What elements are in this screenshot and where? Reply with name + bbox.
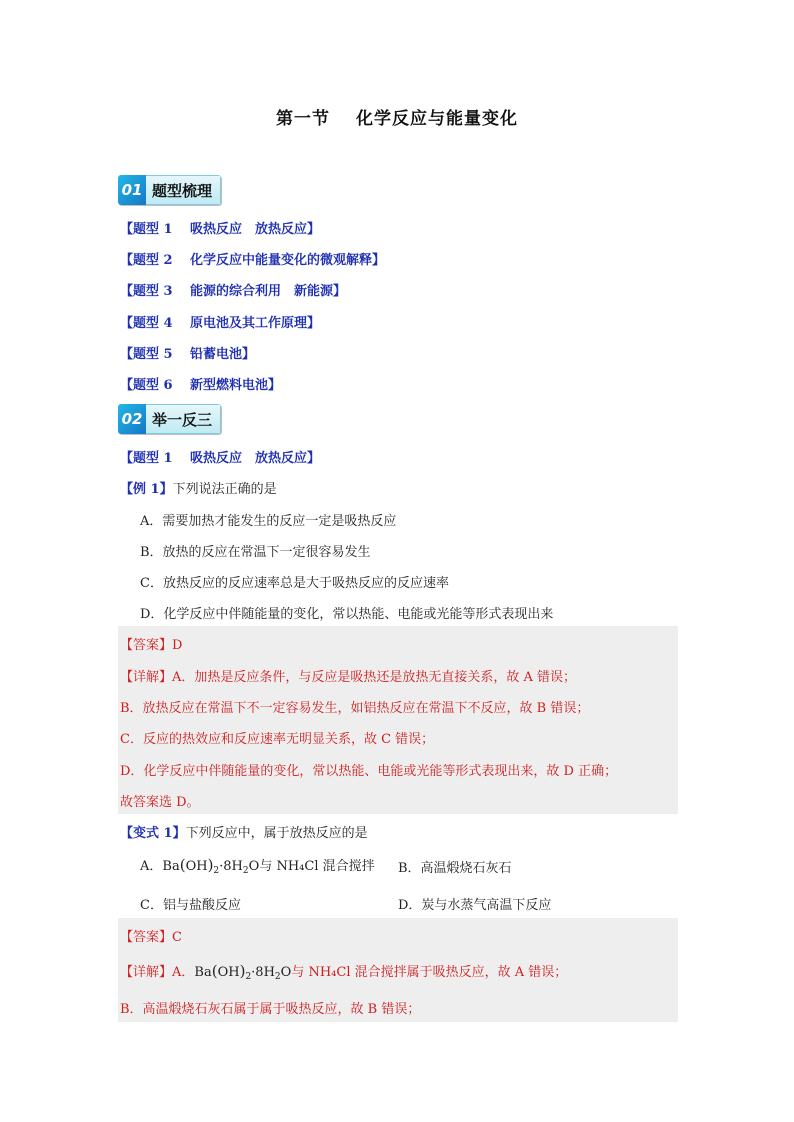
toc-tag: 【题型 3 [120, 284, 173, 299]
toc-text: 原电池及其工作原理】 [190, 316, 321, 331]
variant1-answer-label: 【答案】 [120, 930, 173, 945]
variant1-question: 下列反应中，属于放热反应的是 [185, 826, 368, 841]
type1-tag: 【题型 1 [120, 451, 173, 466]
type1-text: 吸热反应 放热反应】 [190, 451, 321, 466]
variant1-detail-a-prefix: A． [172, 965, 195, 980]
variant1-detail-b: B．高温煅烧石灰石属于属于吸热反应，故 B 错误； [120, 1002, 421, 1017]
example1-detail-d: D．化学反应中伴随能量的变化，常以热能、电能或光能等形式表现出来，故 D 正确； [120, 764, 618, 779]
barium-hydroxide-formula: $Ba(OH)_2\cdot 8H_2O$ [162, 856, 260, 876]
toc-text: 化学反应中能量变化的微观解释】 [190, 253, 386, 268]
variant1-label: 【变式 1】 [120, 826, 186, 841]
toc-item-4[interactable] [120, 312, 320, 331]
section-number: 01 [118, 175, 146, 205]
example1-answer: D [172, 638, 183, 653]
section-header-02 [118, 404, 221, 434]
example1-option-b: B．放热的反应在常温下一定很容易发生 [140, 545, 371, 560]
example1-detail-label: 【详解】 [120, 670, 173, 685]
example1-option-d: D．化学反应中伴随能量的变化，常以热能、电能或光能等形式表现出来 [140, 607, 554, 622]
title-section: 第一节 [276, 109, 330, 129]
variant1-answer: C [172, 930, 182, 945]
toc-text: 能源的综合利用 新能源】 [190, 284, 347, 299]
example1-detail-b: B．放热反应在常温下不一定容易发生，如铝热反应在常温下不反应，故 B 错误； [120, 701, 590, 716]
example1-label: 【例 1】 [120, 482, 173, 497]
variant1-question-line [120, 822, 368, 841]
variant1-option-c: C．铝与盐酸反应 [140, 898, 241, 913]
example1-question: 下列说法正确的是 [172, 482, 277, 497]
toc-text: 铅蓄电池】 [190, 347, 256, 362]
toc-item-5[interactable] [120, 343, 255, 362]
barium-hydroxide-formula: $Ba(OH)_2\cdot 8H_2O$ [194, 962, 292, 982]
example1-answer-line [120, 634, 182, 653]
variant1-option-d: D．炭与水蒸气高温下反应 [398, 898, 552, 913]
example1-answer-box [118, 626, 678, 814]
example1-detail-c: C．反应的热效应和反应速率无明显关系，故 C 错误； [120, 732, 435, 747]
toc-tag: 【题型 1 [120, 222, 173, 237]
variant1-option-a-suffix: 与 NH₄Cl 混合搅拌 [259, 859, 375, 874]
example1-answer-label: 【答案】 [120, 638, 173, 653]
toc-item-3[interactable] [120, 280, 346, 299]
variant1-detail-label: 【详解】 [120, 965, 173, 980]
section-label: 举一反三 [146, 404, 221, 434]
example1-detail-line-1 [120, 666, 576, 685]
variant1-detail-line-1 [120, 961, 567, 982]
toc-tag: 【题型 4 [120, 316, 173, 331]
section-label: 题型梳理 [146, 175, 221, 205]
section-header-01 [118, 175, 221, 205]
toc-text: 新型燃料电池】 [190, 378, 282, 393]
variant1-answer-line [120, 926, 182, 945]
example1-question-line [120, 478, 277, 497]
section-number: 02 [118, 404, 146, 434]
toc-text: 吸热反应 放热反应】 [190, 222, 321, 237]
variant1-option-a [140, 855, 375, 876]
variant1-detail-a-suffix: 与 NH₄Cl 混合搅拌属于吸热反应，故 A 错误； [291, 965, 568, 980]
toc-tag: 【题型 2 [120, 253, 173, 268]
toc-item-2[interactable] [120, 249, 385, 268]
page-title [0, 104, 794, 129]
toc-item-6[interactable] [120, 374, 281, 393]
variant1-option-b: B．高温煅烧石灰石 [398, 861, 512, 876]
example1-detail-conclusion: 故答案选 D。 [120, 795, 200, 810]
toc-tag: 【题型 5 [120, 347, 173, 362]
variant1-option-a-prefix: A． [140, 859, 163, 874]
type1-heading [120, 447, 320, 466]
toc-item-1[interactable] [120, 218, 320, 237]
toc-tag: 【题型 6 [120, 378, 173, 393]
example1-option-a: A．需要加热才能发生的反应一定是吸热反应 [140, 514, 397, 529]
example1-detail-a: A．加热是反应条件，与反应是吸热还是放热无直接关系，故 A 错误； [172, 670, 577, 685]
example1-option-c: C．放热反应的反应速率总是大于吸热反应的反应速率 [140, 576, 449, 591]
title-topic: 化学反应与能量变化 [356, 109, 518, 129]
